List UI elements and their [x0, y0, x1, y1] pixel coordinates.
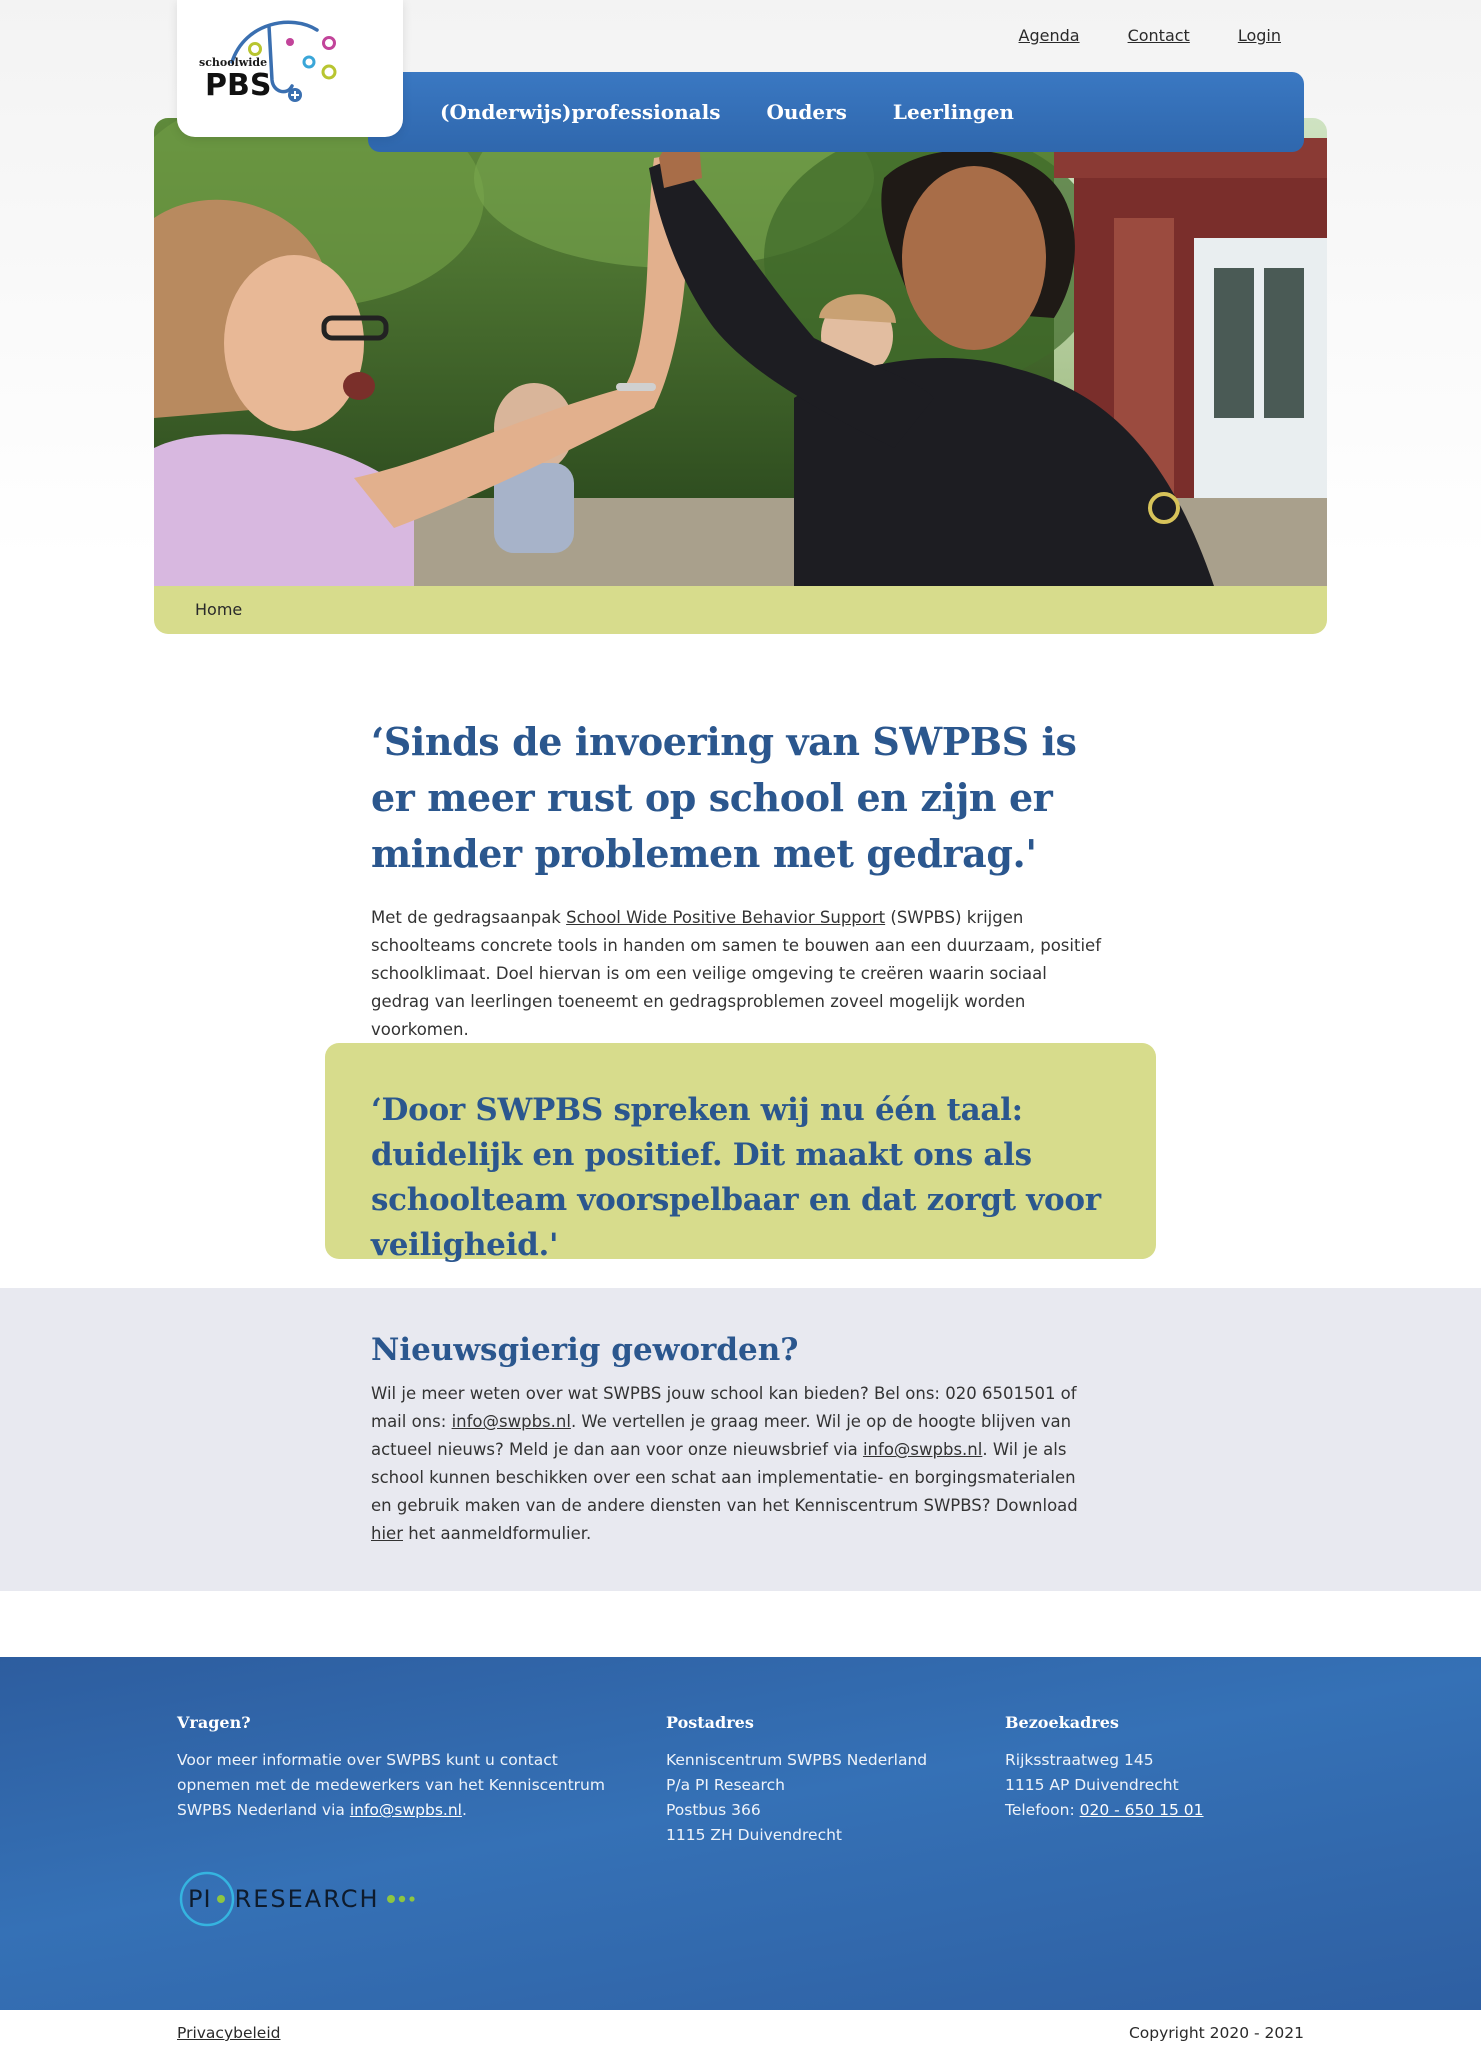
newsletter-email-link[interactable]: info@swpbs.nl	[862, 1440, 983, 1459]
breadcrumb	[154, 586, 1327, 634]
logo-tagline: schoolwide	[199, 56, 268, 69]
privacy-link[interactable]: Privacybeleid	[177, 2024, 281, 2042]
quote-box	[325, 1043, 1156, 1263]
email-link[interactable]: info@swpbs.nl	[451, 1412, 571, 1431]
curious-paragraph	[371, 1380, 1101, 1548]
site-logo[interactable]	[177, 0, 403, 137]
nav-item-leerlingen[interactable]: Leerlingen	[892, 100, 1014, 124]
footer-visit-title: Bezoekadres	[1005, 1713, 1119, 1732]
footer-questions-title: Vragen?	[177, 1713, 251, 1732]
footer-visit	[1005, 1713, 1305, 1823]
curious-title: Nieuwsgierig geworden?	[371, 1332, 799, 1368]
bottom-bar	[0, 2010, 1481, 2063]
agenda-link[interactable]: Agenda	[1018, 26, 1080, 45]
footer-questions-end: .	[461, 1801, 467, 1819]
postal-line-2: P/a PI Research	[666, 1776, 785, 1794]
phone-label: Telefoon:	[1005, 1801, 1080, 1819]
login-link[interactable]: Login	[1237, 26, 1281, 45]
curious-text-2: . We vertellen je graag meer. Wil je op de hoogte blijven van actueel nieuws? Meld je dan aan voor onze nieuwsbrief via	[371, 1412, 1072, 1459]
postal-line-3: Postbus 366	[666, 1801, 761, 1819]
main-nav	[368, 72, 1304, 152]
download-link[interactable]: hier	[371, 1524, 403, 1543]
contact-link[interactable]: Contact	[1127, 26, 1190, 45]
top-nav	[1019, 26, 1281, 45]
postal-line-1: Kenniscentrum SWPBS Nederland	[666, 1751, 928, 1769]
curious-text-4: het aanmeldformulier.	[402, 1524, 592, 1543]
logo-wordmark: PBS	[205, 68, 272, 103]
footer-questions-body: Voor meer informatie over SWPBS kunt u contact opnemen met de medewerkers van het Kenniscentrum SWPBS Nederland via	[177, 1751, 605, 1819]
footer-postal-title: Postadres	[666, 1713, 754, 1732]
curious-section	[0, 1288, 1481, 1591]
curious-text-3: . Wil je als school kunnen beschikken over een schat aan implementatie- en borgingsmaterialen en gebruik maken van de andere diensten van het Kenniscentrum SWPBS? Download	[371, 1440, 1078, 1515]
pi-text: PI	[188, 1885, 212, 1913]
curious-content	[371, 1332, 1101, 1548]
quote-box-text: ‘Door SWPBS spreken wij nu één taal: duidelijk en positief. Dit maakt ons als schoolteam voorspelbaar en dat zorgt voor veiligheid.'	[371, 1092, 1101, 1263]
intro-text-end: (SWPBS) krijgen schoolteams concrete tools in handen om samen te bouwen aan een duurzaam, positief schoolklimaat. Doel hiervan is om een veilige omgeving te creëren waarin sociaal gedrag van leerlingen toeneemt en gedragsproblemen zoveel mogelijk worden voorkomen.	[371, 908, 1102, 1039]
dots-icon	[386, 1894, 420, 1904]
site-footer	[0, 1657, 1481, 2010]
footer-email-link[interactable]: info@swpbs.nl	[349, 1801, 462, 1819]
hero-photo-illustration	[154, 118, 1327, 586]
intro-paragraph	[371, 904, 1101, 1044]
footer-postal	[666, 1713, 966, 1848]
footer-questions	[177, 1713, 627, 1929]
visit-line-2: 1115 AP Duivendrecht	[1005, 1776, 1179, 1794]
breadcrumb-home[interactable]: Home	[195, 600, 243, 619]
swpbs-link[interactable]: School Wide Positive Behavior Support	[566, 908, 886, 927]
curious-text-1: Wil je meer weten over wat SWPBS jouw school kan bieden? Bel ons: 020 6501501 of mail ons:	[371, 1384, 1077, 1431]
visit-line-1: Rijksstraatweg 145	[1005, 1751, 1154, 1769]
visit-phone	[1005, 1798, 1305, 1823]
page-title-quote: ‘Sinds de invoering van SWPBS is er meer rust op school en zijn er minder problemen met gedrag.'	[371, 719, 1077, 876]
postal-line-4: 1115 ZH Duivendrecht	[666, 1826, 843, 1844]
pi-research-logo	[177, 1869, 627, 1929]
footer-questions-text	[177, 1748, 627, 1823]
copyright-text: Copyright 2020 - 2021	[1128, 2024, 1304, 2042]
nav-item-professionals[interactable]: (Onderwijs)professionals	[440, 100, 721, 124]
nav-item-ouders[interactable]: Ouders	[766, 100, 847, 124]
phone-link[interactable]: 020 - 650 15 01	[1079, 1801, 1204, 1819]
intro-section	[371, 714, 1101, 1044]
research-text: RESEARCH	[234, 1885, 380, 1913]
intro-text-start: Met de gedragsaanpak	[371, 908, 567, 927]
hero-photo	[154, 118, 1327, 586]
